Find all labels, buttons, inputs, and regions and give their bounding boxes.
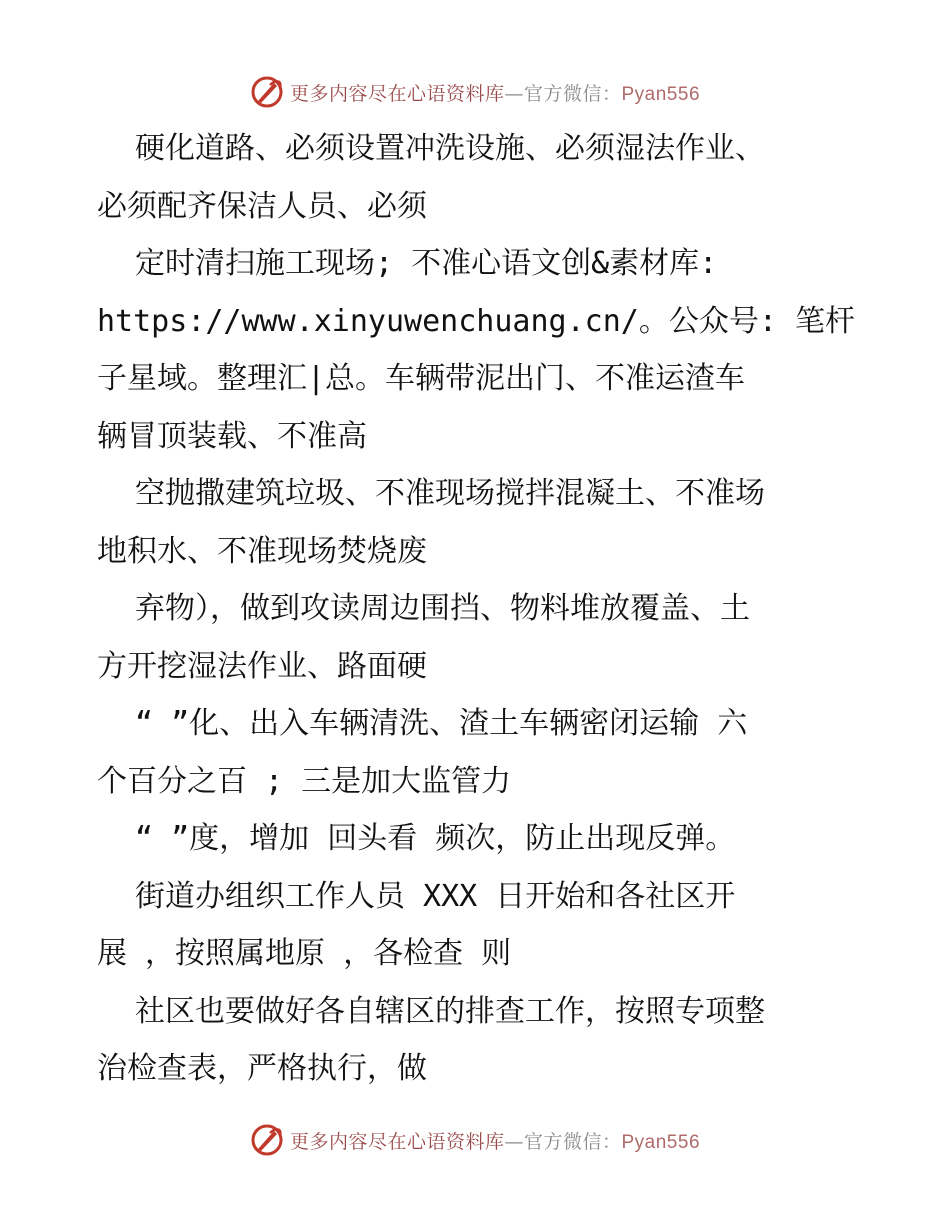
- text-line: 社区也要做好各自辖区的排查工作，按照专项整: [135, 993, 765, 1029]
- banner-text: [290, 1127, 700, 1154]
- banner-dash: —: [504, 1130, 524, 1153]
- text-line: “ ”化、出入车辆清洗、渣土车辆密闭运输 六: [135, 706, 748, 741]
- banner-wechat-id: Pyan556: [621, 1131, 701, 1153]
- text-line: 方开挖湿法作业、路面硬: [97, 648, 427, 684]
- text-line: https://www.xinyuwenchuang.cn/。公众号: 笔杆: [97, 303, 855, 339]
- text-line: 硬化道路、必须设置冲洗设施、必须湿法作业、: [135, 131, 765, 166]
- banner-main-text: 更多内容尽在心语资料库: [289, 82, 505, 105]
- document-body: [97, 120, 857, 1098]
- text-line: 街道办组织工作人员 XXX 日开始和各社区开: [135, 878, 736, 914]
- text-line: 子星域。整理汇|总。车辆带泥出门、不准运渣车: [97, 361, 746, 396]
- banner-dash: —: [504, 82, 524, 105]
- text-line: 空抛撒建筑垃圾、不准现场搅拌混凝土、不准场: [135, 476, 765, 511]
- footer-watermark-banner: [0, 1118, 950, 1162]
- text-line: 地积水、不准现场焚烧废: [97, 533, 427, 569]
- banner-wechat-id: Pyan556: [621, 83, 701, 105]
- header-watermark-banner: [0, 70, 950, 114]
- text-line: 个百分之百 ; 三是加大监管力: [97, 763, 512, 799]
- quill-circle-icon: [250, 75, 284, 109]
- banner-official-label: 官方微信：: [523, 82, 622, 105]
- banner-text: [290, 79, 700, 106]
- banner-official-label: 官方微信：: [523, 1130, 622, 1153]
- text-line: 必须配齐保洁人员、必须: [97, 188, 427, 224]
- text-line: 弃物），做到攻读周边围挡、物料堆放覆盖、土: [135, 591, 750, 626]
- text-line: 辆冒顶装载、不准高: [97, 418, 367, 454]
- quill-circle-icon: [250, 1123, 284, 1157]
- text-line: 治检查表，严格执行，做: [97, 1051, 427, 1086]
- text-line: 定时清扫施工现场; 不准心语文创&素材库:: [135, 246, 718, 281]
- banner-main-text: 更多内容尽在心语资料库: [289, 1130, 505, 1153]
- text-line: 展 ，按照属地原 ，各检查 则: [97, 936, 512, 971]
- text-line: “ ”度，增加 回头看 频次，防止出现反弹。: [135, 821, 736, 856]
